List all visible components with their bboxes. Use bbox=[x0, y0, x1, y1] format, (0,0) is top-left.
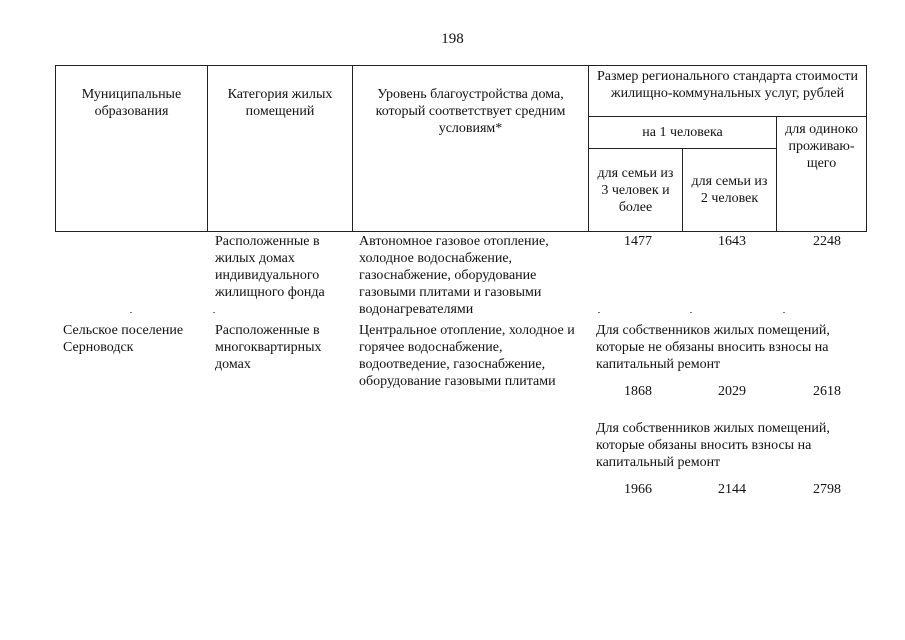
group-note: Для собственников жилых помещений, которые не обязаны вносить взносы на капитальный ремонт bbox=[596, 323, 830, 372]
value-single: 2248 bbox=[813, 234, 841, 249]
value-family3: 1966 bbox=[624, 482, 652, 497]
scan-speck bbox=[213, 312, 215, 313]
value-family3: 1477 bbox=[624, 234, 652, 249]
scan-speck bbox=[130, 312, 132, 313]
scan-speck bbox=[690, 312, 692, 313]
value-single: 2798 bbox=[813, 482, 841, 497]
row-category: Расположенные в многоквартирных домах bbox=[215, 323, 322, 372]
value-family2: 2029 bbox=[718, 384, 746, 399]
group-note: Для собственников жилых помещений, которые обязаны вносить взносы на капитальный ремонт bbox=[596, 421, 830, 470]
scan-speck bbox=[598, 312, 600, 313]
header-category: Категория жилых помещений bbox=[208, 66, 353, 232]
header-municipality: Муниципальные образования bbox=[56, 66, 208, 232]
table-header bbox=[55, 65, 867, 232]
value-family3: 1868 bbox=[624, 384, 652, 399]
value-single: 2618 bbox=[813, 384, 841, 399]
header-single: для одиноко проживаю-щего bbox=[777, 117, 867, 232]
row-municipality: Сельское поселение Серноводск bbox=[63, 323, 184, 355]
value-family2: 2144 bbox=[718, 482, 746, 497]
header-standard: Размер регионального стандарта стоимости жилищно-коммунальных услуг, рублей bbox=[589, 66, 867, 117]
header-per-person: на 1 человека bbox=[589, 117, 777, 149]
row-level: Центральное отопление, холодное и горячее водоснабжение, водоотведение, газоснабжение, оборудование газовыми плитами bbox=[359, 323, 575, 389]
header-level: Уровень благоустройства дома, который соответствует средним условиям* bbox=[353, 66, 589, 232]
header-family2: для семьи из 2 человек bbox=[683, 149, 777, 232]
value-family2: 1643 bbox=[718, 234, 746, 249]
page-number: 198 bbox=[441, 31, 464, 47]
row-category: Расположенные в жилых домах индивидуального жилищного фонда bbox=[215, 234, 325, 300]
scan-speck bbox=[783, 312, 785, 313]
row-level: Автономное газовое отопление, холодное водоснабжение, газоснабжение, оборудование газовыми плитами и газовыми водонагревателями bbox=[359, 234, 549, 317]
header-family3: для семьи из 3 человек и более bbox=[589, 149, 683, 232]
